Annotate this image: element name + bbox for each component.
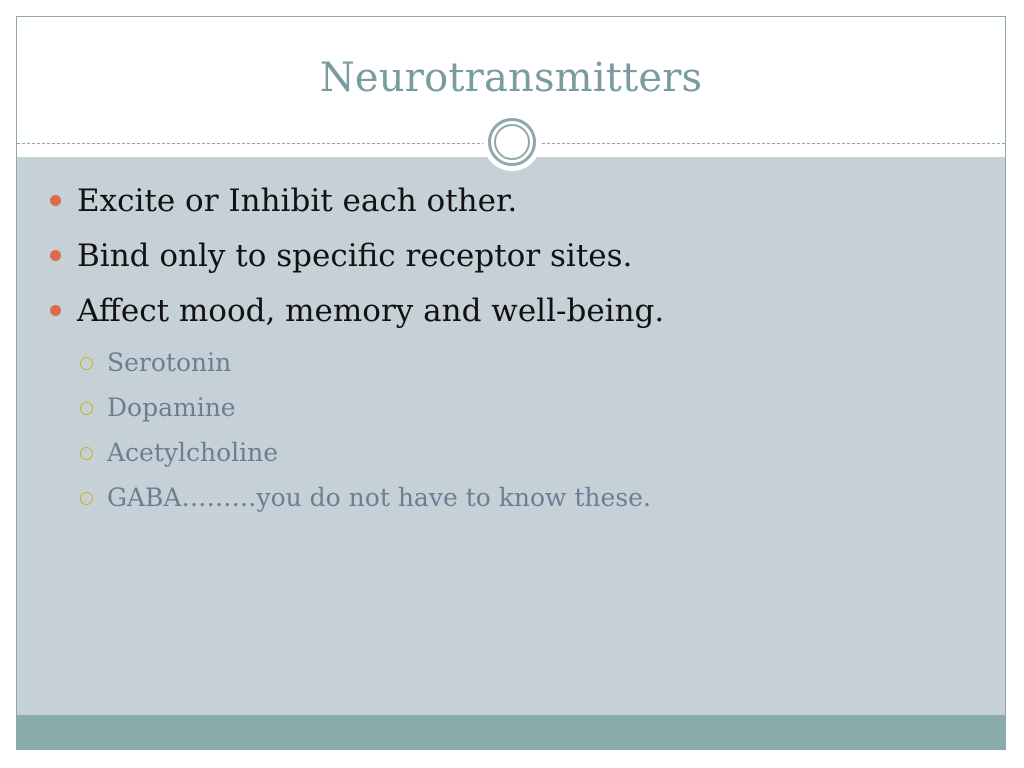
sub-bullet-icon bbox=[80, 447, 93, 460]
bullet-item bbox=[45, 234, 985, 289]
bullet-text: Affect mood, memory and well-being. bbox=[77, 293, 665, 329]
bullet-text: Excite or Inhibit each other. bbox=[77, 183, 518, 219]
sub-bullet-text: Dopamine bbox=[107, 393, 236, 422]
slide-title: Neurotransmitters bbox=[319, 55, 703, 101]
sub-bullet-text: GABA………you do not have to know these. bbox=[107, 483, 651, 512]
sub-bullet-text: Acetylcholine bbox=[107, 438, 279, 467]
slide-body bbox=[45, 179, 985, 524]
sub-bullet-item bbox=[45, 344, 985, 389]
footer-bar bbox=[17, 715, 1005, 749]
bullet-icon bbox=[50, 250, 61, 261]
bullet-text: Bind only to specific receptor sites. bbox=[77, 238, 633, 274]
sub-bullet-icon bbox=[80, 357, 93, 370]
sub-bullet-item bbox=[45, 389, 985, 434]
sub-bullet-item bbox=[45, 479, 985, 524]
sub-bullet-icon bbox=[80, 492, 93, 505]
bullet-item bbox=[45, 289, 985, 344]
sub-bullet-icon bbox=[80, 402, 93, 415]
bullet-icon bbox=[50, 305, 61, 316]
bullet-icon bbox=[50, 195, 61, 206]
sub-bullet-text: Serotonin bbox=[107, 348, 232, 377]
bullet-item bbox=[45, 179, 985, 234]
sub-bullet-item bbox=[45, 434, 985, 479]
slide bbox=[16, 16, 1006, 750]
ornament-inner-ring-icon bbox=[494, 124, 530, 160]
